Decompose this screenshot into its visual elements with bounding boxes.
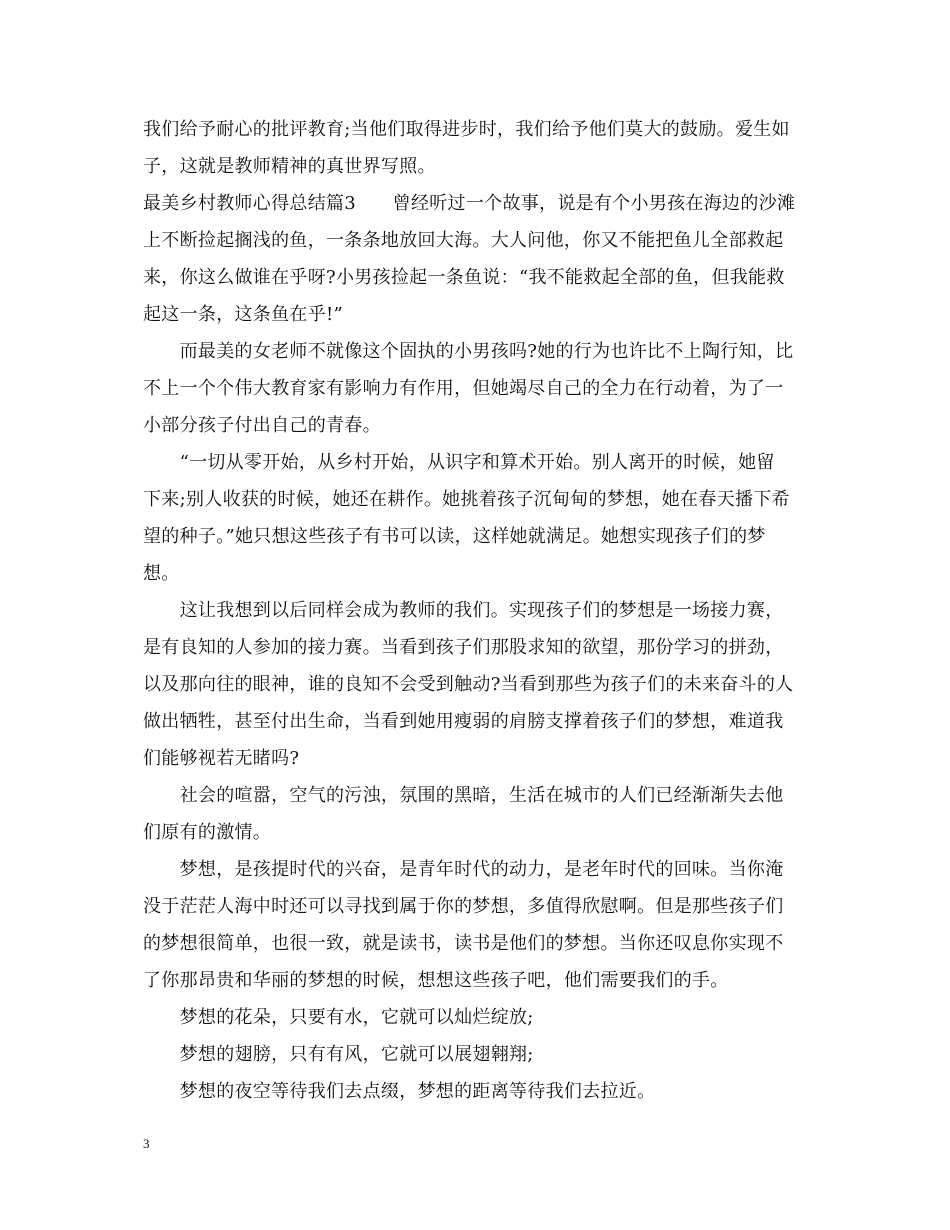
text-line: 梦想，是孩提时代的兴奋，是青年时代的动力，是老年时代的回味。当你淹 [143, 859, 784, 880]
text-line: 来，你这么做谁在乎呀?小男孩捡起一条鱼说：“我不能救起全部的鱼，但我能救 [143, 267, 785, 288]
text-line: 梦想的花朵，只要有水，它就可以灿烂绽放; [143, 1007, 534, 1028]
section-heading-line: 最美乡村教师心得总结篇3 曾经听过一个故事，说是有个小男孩在海边的沙滩 [143, 193, 796, 214]
text-line: 上不断捡起搁浅的鱼，一条条地放回大海。大人问他，你又不能把鱼儿全部救起 [143, 230, 784, 251]
text-line: 社会的喧嚣，空气的污浊，氛围的黑暗，生活在城市的人们已经渐渐失去他 [143, 785, 784, 806]
text-line: 没于茫茫人海中时还可以寻找到属于你的梦想，多值得欣慰啊。但是那些孩子们 [143, 896, 784, 917]
text-line: 这让我想到以后同样会成为教师的我们。实现孩子们的梦想是一场接力赛， [143, 600, 784, 621]
text-line: 望的种子。”她只想这些孩子有书可以读，这样她就满足。她想实现孩子们的梦 [143, 526, 766, 547]
text-line: 而最美的女老师不就像这个固执的小男孩吗?她的行为也许比不上陶行知，比 [143, 341, 794, 362]
text-line: 是有良知的人参加的接力赛。当看到孩子们那股求知的欲望，那份学习的拼劲， [143, 637, 784, 658]
page-number: 3 [143, 1136, 150, 1151]
text-line: 做出牺牲，甚至付出生命，当看到她用瘦弱的肩膀支撑着孩子们的梦想，难道我 [143, 711, 784, 732]
text-line: 们原有的激情。 [143, 822, 272, 843]
text-line: 我们给予耐心的批评教育;当他们取得进步时，我们给予他们莫大的鼓励。爱生如 [143, 119, 790, 140]
text-line: 子，这就是教师精神的真世界写照。 [143, 156, 436, 177]
text-line: 的梦想很简单，也很一致，就是读书，读书是他们的梦想。当你还叹息你实现不 [143, 933, 784, 954]
text-line: 了你那昂贵和华丽的梦想的时候，想想这些孩子吧，他们需要我们的手。 [143, 970, 729, 991]
text-line: 们能够视若无睹吗? [143, 748, 300, 769]
text-line: 梦想的翅膀，只有有风，它就可以展翅翱翔; [143, 1044, 534, 1065]
text-line: 起这一条，这条鱼在乎!” [143, 304, 344, 325]
text-line: 下来;别人收获的时候，她还在耕作。她挑着孩子沉甸甸的梦想，她在春天播下希 [143, 489, 790, 510]
text-line: 梦想的夜空等待我们去点缀，梦想的距离等待我们去拉近。 [143, 1081, 656, 1102]
text-line: 想。 [143, 563, 180, 584]
text-line: “一切从零开始，从乡村开始，从识字和算术开始。别人离开的时候，她留 [143, 452, 775, 473]
text-line: 小部分孩子付出自己的青春。 [143, 415, 381, 436]
text-line: 以及那向往的眼神，谁的良知不会受到触动?当看到那些为孩子们的未来奋斗的人 [143, 674, 794, 695]
text-line: 不上一个个伟大教育家有影响力有作用，但她竭尽自己的全力在行动着，为了一 [143, 378, 784, 399]
